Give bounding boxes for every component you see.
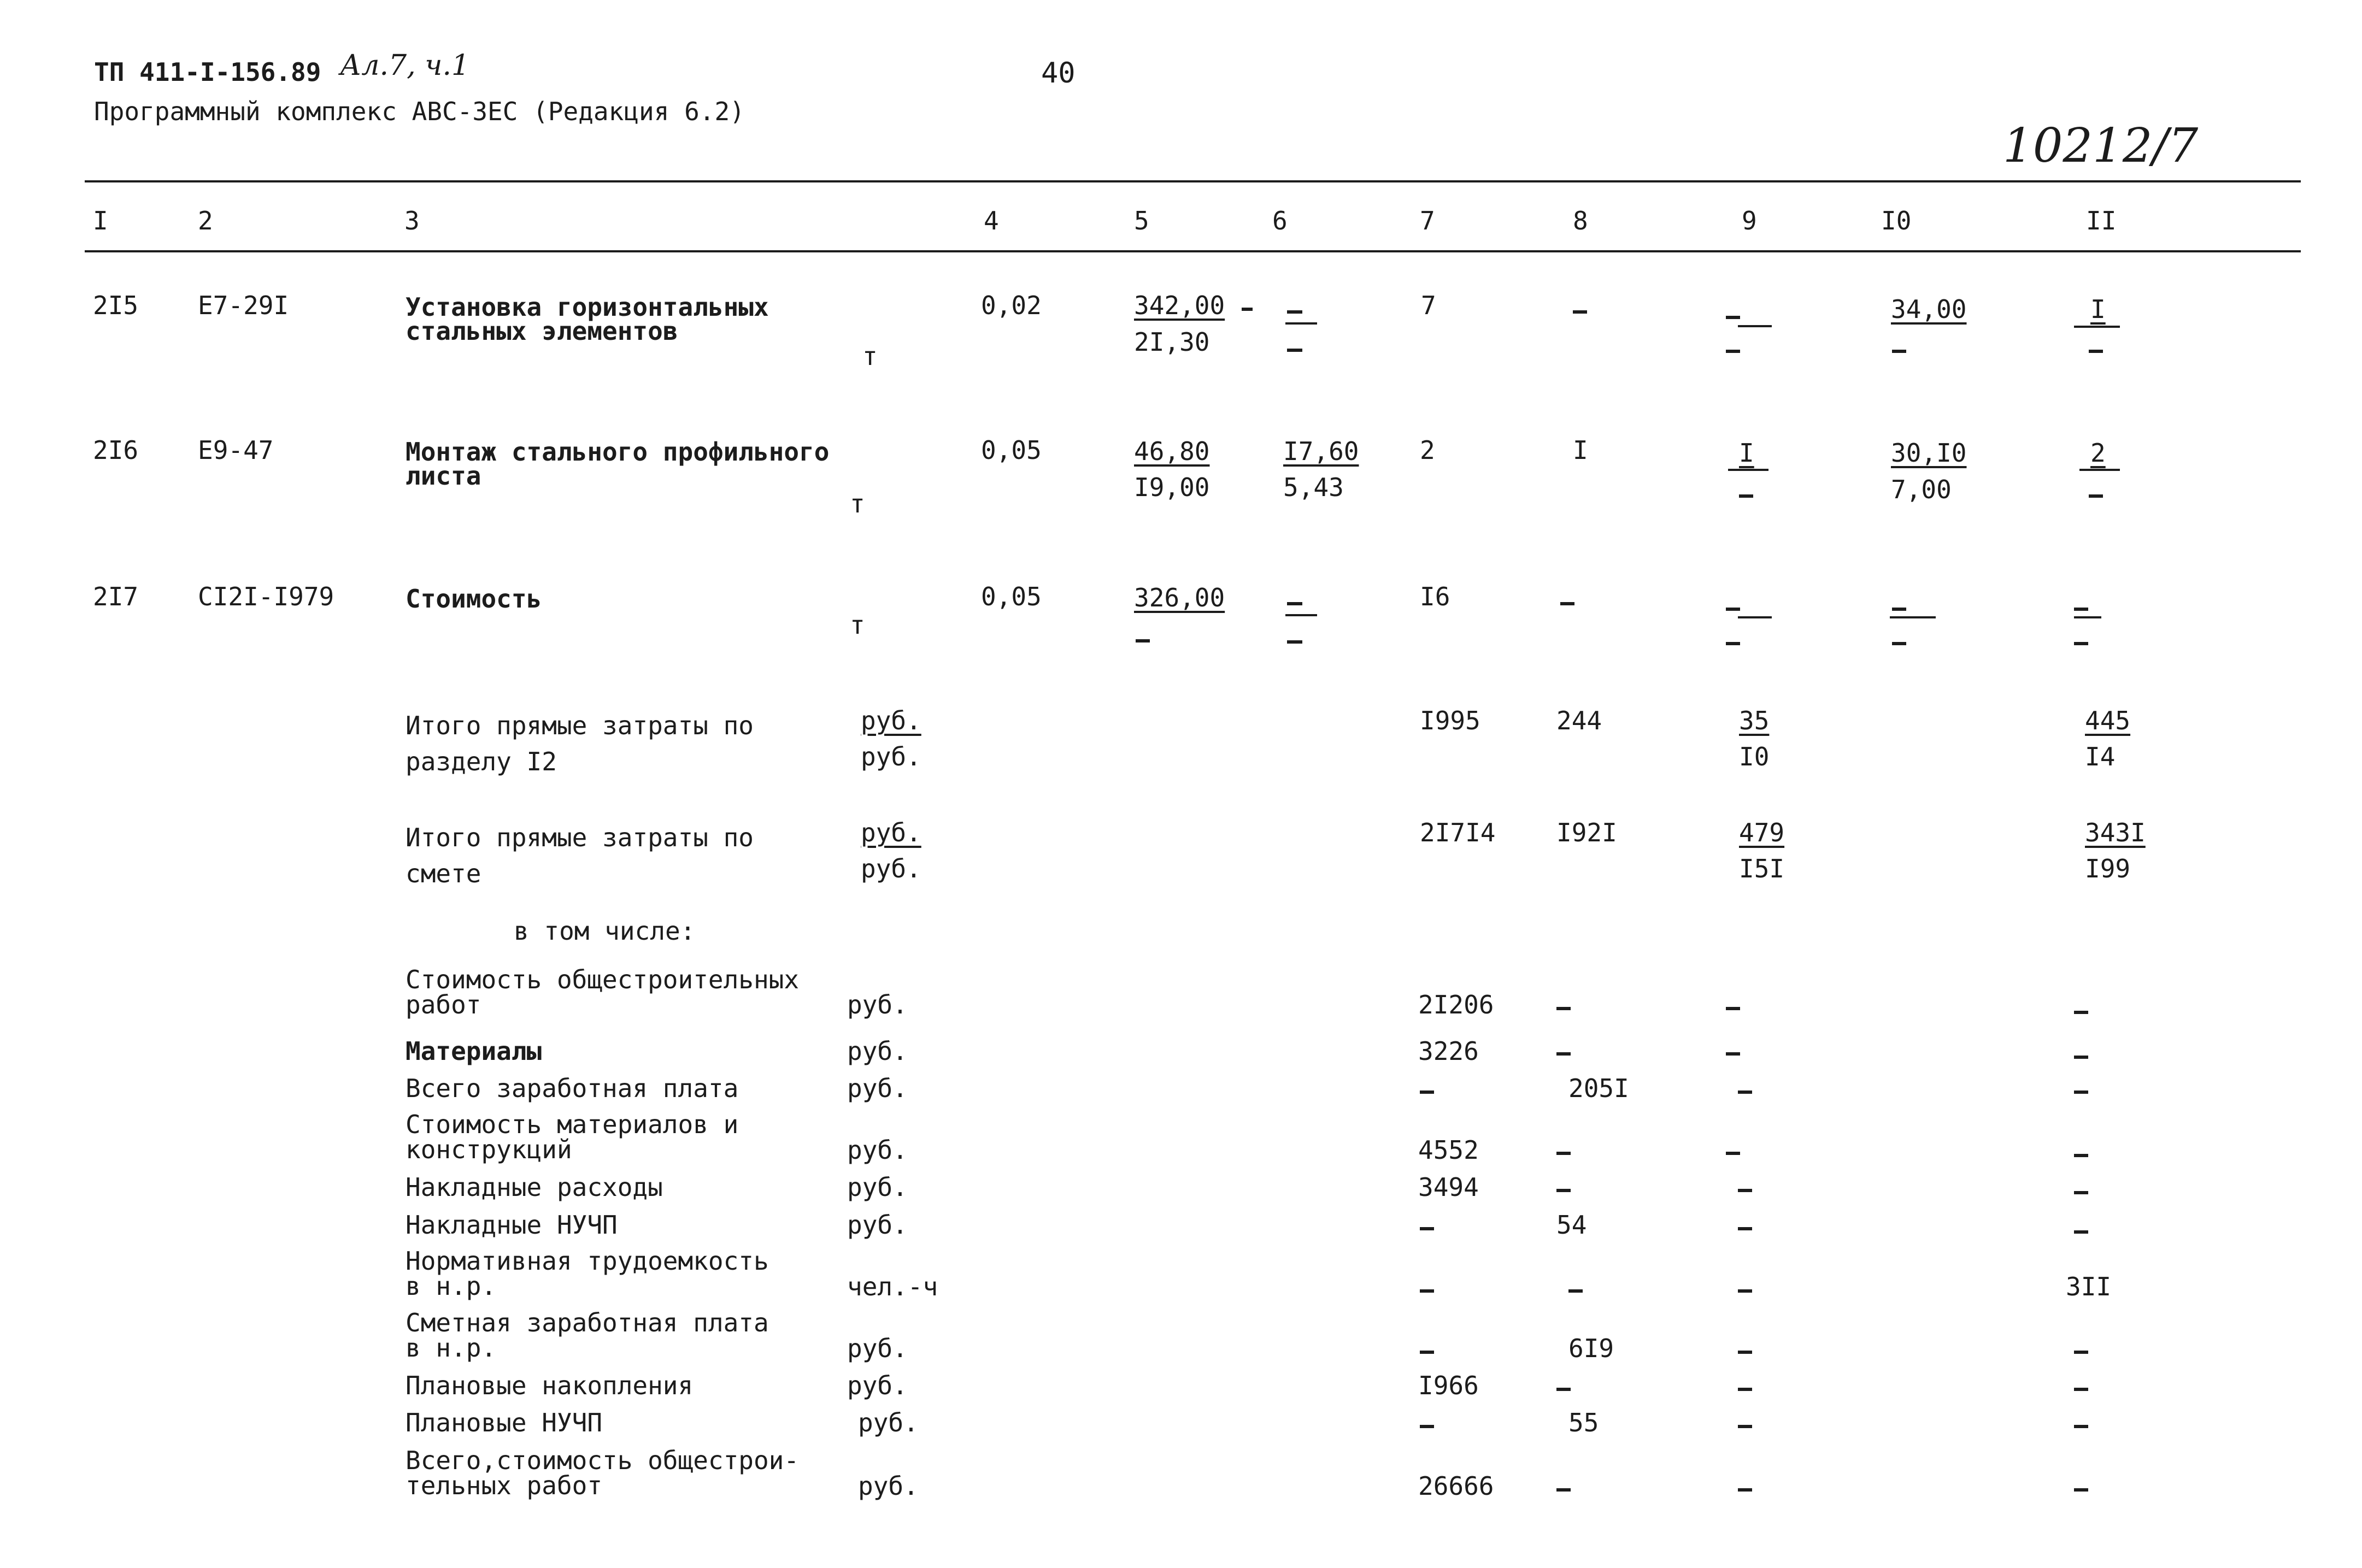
column-header-1: I [93, 206, 108, 235]
row-qty: 0,05 [981, 582, 1042, 611]
column-header-7: 7 [1420, 206, 1435, 235]
total-c9-bottom: I0 [1739, 742, 1770, 771]
breakdown-unit: руб. [847, 1135, 908, 1165]
column-header-6: 6 [1272, 206, 1288, 235]
row-number: 2I7 [93, 582, 139, 611]
row-c9-fraction-line [1738, 616, 1772, 618]
breakdown-label: Накладные НУЧП [406, 1210, 618, 1240]
row-code: E9-47 [198, 435, 274, 465]
breakdown-c9-dash [1726, 1007, 1740, 1010]
breakdown-c7-dash [1420, 1090, 1434, 1094]
row-c10-bottom: 7,00 [1891, 475, 1952, 504]
breakdown-c8: 55 [1568, 1408, 1599, 1437]
total-unit-bottom: руб. [861, 742, 921, 771]
column-header-2: 2 [198, 206, 213, 235]
row-c8-dash [1573, 310, 1587, 314]
row-c6-fraction-line [1285, 322, 1317, 325]
row-c10-bottom-dash [1892, 350, 1906, 353]
breakdown-label: Стоимость материалов и конструкций [406, 1110, 739, 1164]
breakdown-c11-dash [2074, 1388, 2088, 1391]
total-c11-bottom: I99 [2085, 854, 2131, 883]
breakdown-label: Плановые НУЧП [406, 1408, 603, 1437]
breakdown-label: Материалы [406, 1036, 542, 1066]
row-c11-top: 2 [2090, 438, 2106, 468]
breakdown-c9-dash [1738, 1351, 1752, 1354]
row-c9-bottom-dash [1726, 642, 1740, 645]
total-c11-top: 343I [2085, 818, 2146, 847]
row-unit: т [862, 341, 878, 371]
breakdown-c9-dash [1726, 1152, 1740, 1155]
row-c8-dash [1560, 602, 1574, 605]
breakdown-c7: 4552 [1418, 1135, 1479, 1165]
breakdown-label: Стоимость общестроительных работ [406, 965, 800, 1019]
breakdown-c8-dash [1556, 1488, 1571, 1492]
breakdown-c7-dash [1420, 1351, 1434, 1354]
sheet-number-handwritten: 10212/7 [2003, 119, 2199, 173]
breakdown-label: Нормативная трудоемкость в н.р. [406, 1246, 769, 1301]
row-c10-fraction-line [1890, 616, 1936, 618]
row-number: 2I6 [93, 435, 139, 465]
breakdown-unit: руб. [847, 990, 908, 1019]
breakdown-c8-dash [1568, 1289, 1583, 1293]
row-c11-bottom-dash [2089, 494, 2103, 498]
program-title: Программный комплекс АВС-ЗЕС (Редакция 6.2) [94, 97, 745, 126]
total-c7: I995 [1420, 706, 1480, 735]
row-c6-bottom-dash [1287, 640, 1302, 644]
row-c6-top-dash [1287, 602, 1302, 605]
row-c7: I6 [1420, 582, 1450, 611]
row-c11-top: I [2090, 294, 2106, 324]
row-name: Стоимость [406, 584, 542, 614]
breakdown-c7: I966 [1418, 1371, 1479, 1400]
row-c6-bottom-dash [1287, 349, 1302, 352]
row-c9-top-dash [1726, 608, 1740, 611]
row-c11-fraction-line [2074, 326, 2120, 328]
breakdown-label: Сметная заработная плата в н.р. [406, 1308, 769, 1363]
total-c9-bottom: I5I [1739, 854, 1785, 883]
row-c9-fraction-line [1728, 469, 1768, 471]
breakdown-unit: руб. [858, 1408, 919, 1437]
breakdown-c9-dash [1726, 1052, 1740, 1056]
column-header-5: 5 [1134, 206, 1149, 235]
row-c9-bottom-dash [1726, 350, 1740, 353]
document-code: ТП 411-I-156.89 [94, 57, 321, 87]
breakdown-c11-dash [2074, 1191, 2088, 1194]
breakdown-c7: 3494 [1418, 1172, 1479, 1202]
row-c10-top: 34,00 [1891, 294, 1967, 324]
breakdown-c11-dash [2074, 1351, 2088, 1354]
row-c5-bottom: I9,00 [1134, 473, 1210, 502]
breakdown-c9-dash [1738, 1425, 1752, 1428]
row-c8: I [1573, 435, 1588, 465]
breakdown-label: Накладные расходы [406, 1172, 663, 1202]
breakdown-label: Всего,стоимость общестрои- тельных работ [406, 1446, 800, 1500]
column-header-3: 3 [404, 206, 420, 235]
breakdown-c9-dash [1738, 1488, 1752, 1492]
breakdown-c8: 205I [1568, 1074, 1629, 1103]
row-c9-top: I [1739, 438, 1754, 468]
total-unit-bottom: руб. [861, 854, 921, 883]
breakdown-c7: 2I206 [1418, 990, 1494, 1019]
row-c10-top-dash [1892, 608, 1906, 611]
breakdown-c7-dash [1420, 1289, 1434, 1293]
row-c5-bottom-dash [1136, 639, 1150, 642]
row-c11-bottom-dash [2089, 350, 2103, 353]
breakdown-c9-dash [1738, 1227, 1752, 1230]
total-c9-top: 35 [1739, 706, 1770, 735]
breakdown-c7-dash [1420, 1425, 1434, 1428]
row-c11-top-dash [2074, 608, 2088, 611]
row-c9-bottom-dash [1739, 494, 1753, 498]
row-c7: 7 [1421, 291, 1436, 320]
including-label: в том числе: [514, 916, 696, 946]
row-c11-fraction-line [2074, 616, 2101, 618]
row-c11-bottom-dash [2074, 642, 2088, 645]
row-c6-fraction-line [1285, 614, 1317, 616]
column-header-10: I0 [1881, 206, 1912, 235]
row-c5-bottom: 2I,30 [1134, 327, 1210, 357]
row-unit: т [850, 489, 865, 518]
breakdown-c7: 3226 [1418, 1036, 1479, 1066]
breakdown-unit: руб. [858, 1471, 919, 1501]
breakdown-unit: чел.-ч [847, 1272, 938, 1301]
breakdown-c11-dash [2074, 1154, 2088, 1157]
breakdown-c11-dash [2074, 1011, 2088, 1014]
breakdown-c11-dash [2074, 1056, 2088, 1059]
row-code: CI2I-I979 [198, 582, 334, 611]
row-qty: 0,05 [981, 435, 1042, 465]
breakdown-c9-dash [1738, 1289, 1752, 1293]
row-c6-bottom: 5,43 [1283, 473, 1344, 502]
total-c9-top: 479 [1739, 818, 1785, 847]
breakdown-unit: руб. [847, 1210, 908, 1240]
total-unit-top: руб. [861, 818, 921, 847]
row-c7: 2 [1420, 435, 1435, 465]
breakdown-unit: руб. [847, 1371, 908, 1400]
row-c10-bottom-dash [1892, 642, 1906, 645]
total-label: Итого прямые затраты по разделу I2 [406, 711, 754, 776]
column-header-4: 4 [984, 206, 999, 235]
column-header-9: 9 [1742, 206, 1757, 235]
total-c7: 2I7I4 [1420, 818, 1496, 847]
row-name: Монтаж стального профильного листа [406, 437, 830, 491]
breakdown-c7-dash [1420, 1227, 1434, 1230]
breakdown-c8-dash [1556, 1007, 1571, 1010]
breakdown-c9-dash [1738, 1189, 1752, 1192]
breakdown-label: Всего заработная плата [406, 1074, 739, 1103]
page-number: 40 [1041, 57, 1076, 90]
breakdown-c11-dash [2074, 1090, 2088, 1094]
breakdown-c9-dash [1738, 1090, 1752, 1094]
total-unit-top: руб. [861, 706, 921, 735]
row-c10-top: 30,I0 [1891, 438, 1967, 468]
breakdown-unit: руб. [847, 1074, 908, 1103]
breakdown-c11-dash [2074, 1488, 2088, 1492]
row-unit: т [850, 610, 865, 640]
row-number: 2I5 [93, 291, 139, 320]
breakdown-label: Плановые накопления [406, 1371, 694, 1400]
breakdown-unit: руб. [847, 1036, 908, 1066]
breakdown-c8: 6I9 [1568, 1334, 1614, 1363]
breakdown-c8-dash [1556, 1052, 1571, 1056]
handwritten-note: Ал.7, ч.1 [340, 49, 470, 82]
breakdown-c8-dash [1556, 1189, 1571, 1192]
total-c11-bottom: I4 [2085, 742, 2116, 771]
row-qty: 0,02 [981, 291, 1042, 320]
breakdown-c8-dash [1556, 1388, 1571, 1391]
total-c8: 244 [1556, 706, 1602, 735]
breakdown-c11: 3II [2066, 1272, 2112, 1301]
total-label: Итого прямые затраты по смете [406, 823, 754, 888]
header-bottom-rule [85, 250, 2301, 252]
breakdown-c8-dash [1556, 1152, 1571, 1155]
breakdown-c9-dash [1738, 1388, 1752, 1391]
row-c9-fraction-line [1738, 325, 1772, 327]
breakdown-c11-dash [2074, 1230, 2088, 1234]
row-c6-top: I7,60 [1283, 437, 1359, 466]
row-c5-dash [1242, 308, 1253, 311]
breakdown-c7: 26666 [1418, 1471, 1494, 1501]
row-name: Установка горизонтальных стальных элементов [406, 292, 769, 346]
breakdown-c8: 54 [1556, 1210, 1587, 1240]
column-header-11: II [2086, 206, 2117, 235]
row-c5-top: 326,00 [1134, 583, 1225, 612]
row-c6-top-dash [1287, 310, 1302, 314]
breakdown-c11-dash [2074, 1425, 2088, 1428]
total-c11-top: 445 [2085, 706, 2131, 735]
column-header-8: 8 [1573, 206, 1588, 235]
row-c11-fraction-line [2079, 469, 2120, 471]
header-top-rule [85, 180, 2301, 182]
row-code: E7-29I [198, 291, 289, 320]
row-c9-top-dash [1726, 316, 1740, 319]
row-c5-top: 46,80 [1134, 437, 1210, 466]
row-c5-top: 342,00 [1134, 291, 1225, 320]
breakdown-unit: руб. [847, 1334, 908, 1363]
breakdown-unit: руб. [847, 1172, 908, 1202]
total-c8: I92I [1556, 818, 1617, 847]
